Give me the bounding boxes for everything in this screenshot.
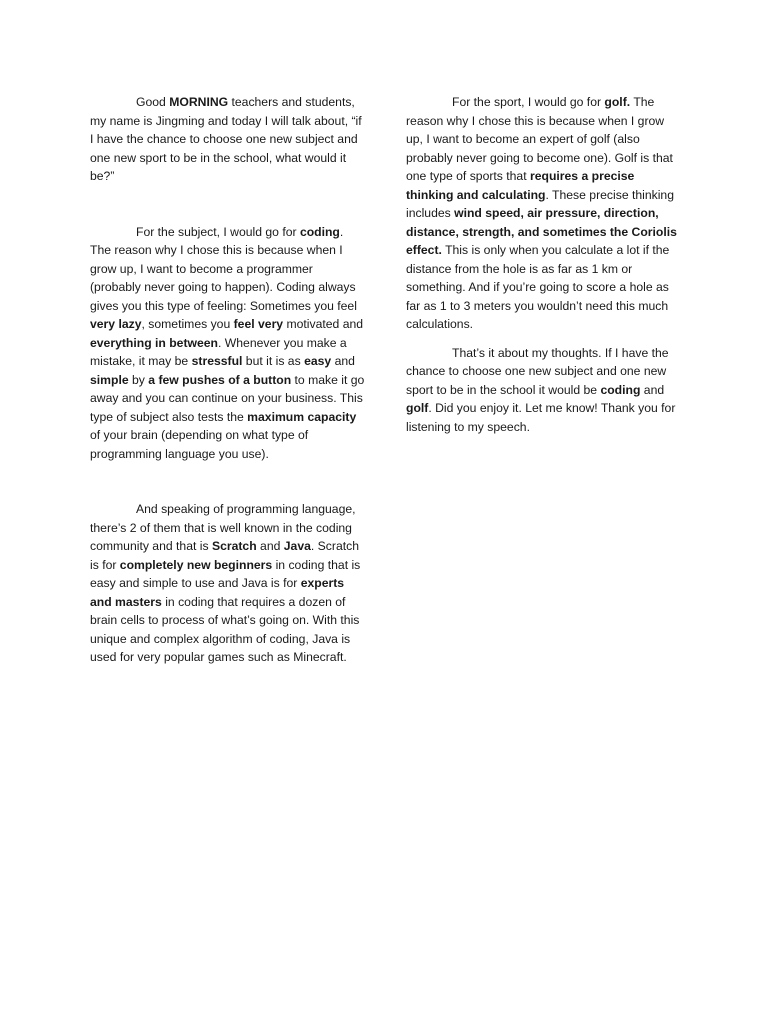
bold-text: easy [304, 354, 332, 368]
bold-text: maximum capacity [247, 409, 357, 424]
bold-text: golf. [604, 95, 631, 109]
bold-text: MORNING [169, 95, 229, 109]
bold-text: simple [90, 372, 129, 387]
text-run: but it is as [242, 354, 305, 368]
bold-text: experts and masters [90, 576, 345, 609]
text-run: of your brain (depending on what type of programming language you use). [90, 428, 309, 461]
text-run: Good [136, 95, 170, 109]
text-run: . Did you enjoy it. Let me know! Thank you for listening to my speech. [406, 401, 676, 434]
bold-text: completely new beginners [119, 557, 273, 572]
bold-text: wind speed, air pressure, direction, distance, strength, and sometimes the Coriolis effect. [406, 206, 677, 257]
text-run: The reason why I chose this is because when I grow up, I want to become an expert of golf (also probably never going to become one). Golf is that one type of sports that [406, 95, 673, 183]
bold-text: everything in between [90, 335, 218, 350]
text-run: by [128, 372, 149, 387]
text-run: and [640, 382, 665, 397]
bold-text: requires a precise thinking and calculating [406, 169, 635, 202]
text-run: to make it go away and you can continue on your business. This type of subject also tests the [90, 372, 365, 424]
text-run: For the sport, I would go for [452, 95, 605, 109]
text-run: This is only when you calculate a lot if the distance from the hole is as far as 1 km or something. And if you’re going to score a hole as far as 1 to 3 meters you wouldn’t need this much calculations. [406, 243, 670, 331]
text-run: , sometimes you [141, 317, 234, 331]
text-run: That’s it about my thoughts. If I have the chance to choose one new subject and one new sport to be in the school it would be [406, 345, 669, 397]
paragraph-languages [90, 500, 366, 667]
paragraph-subject [90, 223, 366, 464]
bold-text: a few pushes of a button [148, 372, 292, 387]
text-run: . The reason why I chose this is because when I grow up, I want to become a programmer (probably never going to happen). Coding always gives you this type of feeling: Sometimes you feel [90, 224, 357, 313]
text-run: . These precise thinking includes [406, 187, 674, 220]
bold-text: coding [600, 382, 641, 397]
text-run: motivated and [283, 317, 364, 331]
text-run: And speaking of programming language, there’s 2 of them that is well known in the coding community and that is [90, 502, 356, 553]
paragraph-conclusion [406, 344, 682, 437]
paragraph-intro [90, 93, 366, 186]
text-run: and [331, 354, 355, 368]
bold-text: very lazy [90, 317, 142, 331]
bold-text: stressful [191, 354, 243, 368]
right-column [406, 93, 682, 436]
text-run: in coding that requires a dozen of brain cells to process of what’s going on. With this unique and complex algorithm of coding, Java is used for very popular games such as Minecraft. [90, 594, 360, 664]
paragraph-spacer [90, 186, 366, 223]
paragraph-sport [406, 93, 682, 334]
paragraph-spacer [406, 334, 682, 344]
bold-text: feel very [233, 317, 284, 331]
text-run: and [256, 539, 284, 553]
bold-text: golf [406, 401, 429, 415]
bold-text: Scratch [211, 539, 257, 553]
text-run: For the subject, I would go for [136, 224, 300, 239]
bold-text: Java [283, 539, 311, 553]
bold-text: coding [299, 224, 340, 239]
text-run: . Whenever you make a mistake, it may be [90, 335, 347, 368]
text-run: teachers and students, my name is Jingming and today I will talk about, “if I have the chance to choose one new subject and one new sport to be in the school, what would it be?” [90, 95, 362, 183]
left-column [90, 93, 366, 667]
text-run: in coding that is easy and simple to use and Java is for [90, 557, 361, 590]
paragraph-spacer [90, 463, 366, 500]
text-run: . Scratch is for [90, 539, 359, 572]
